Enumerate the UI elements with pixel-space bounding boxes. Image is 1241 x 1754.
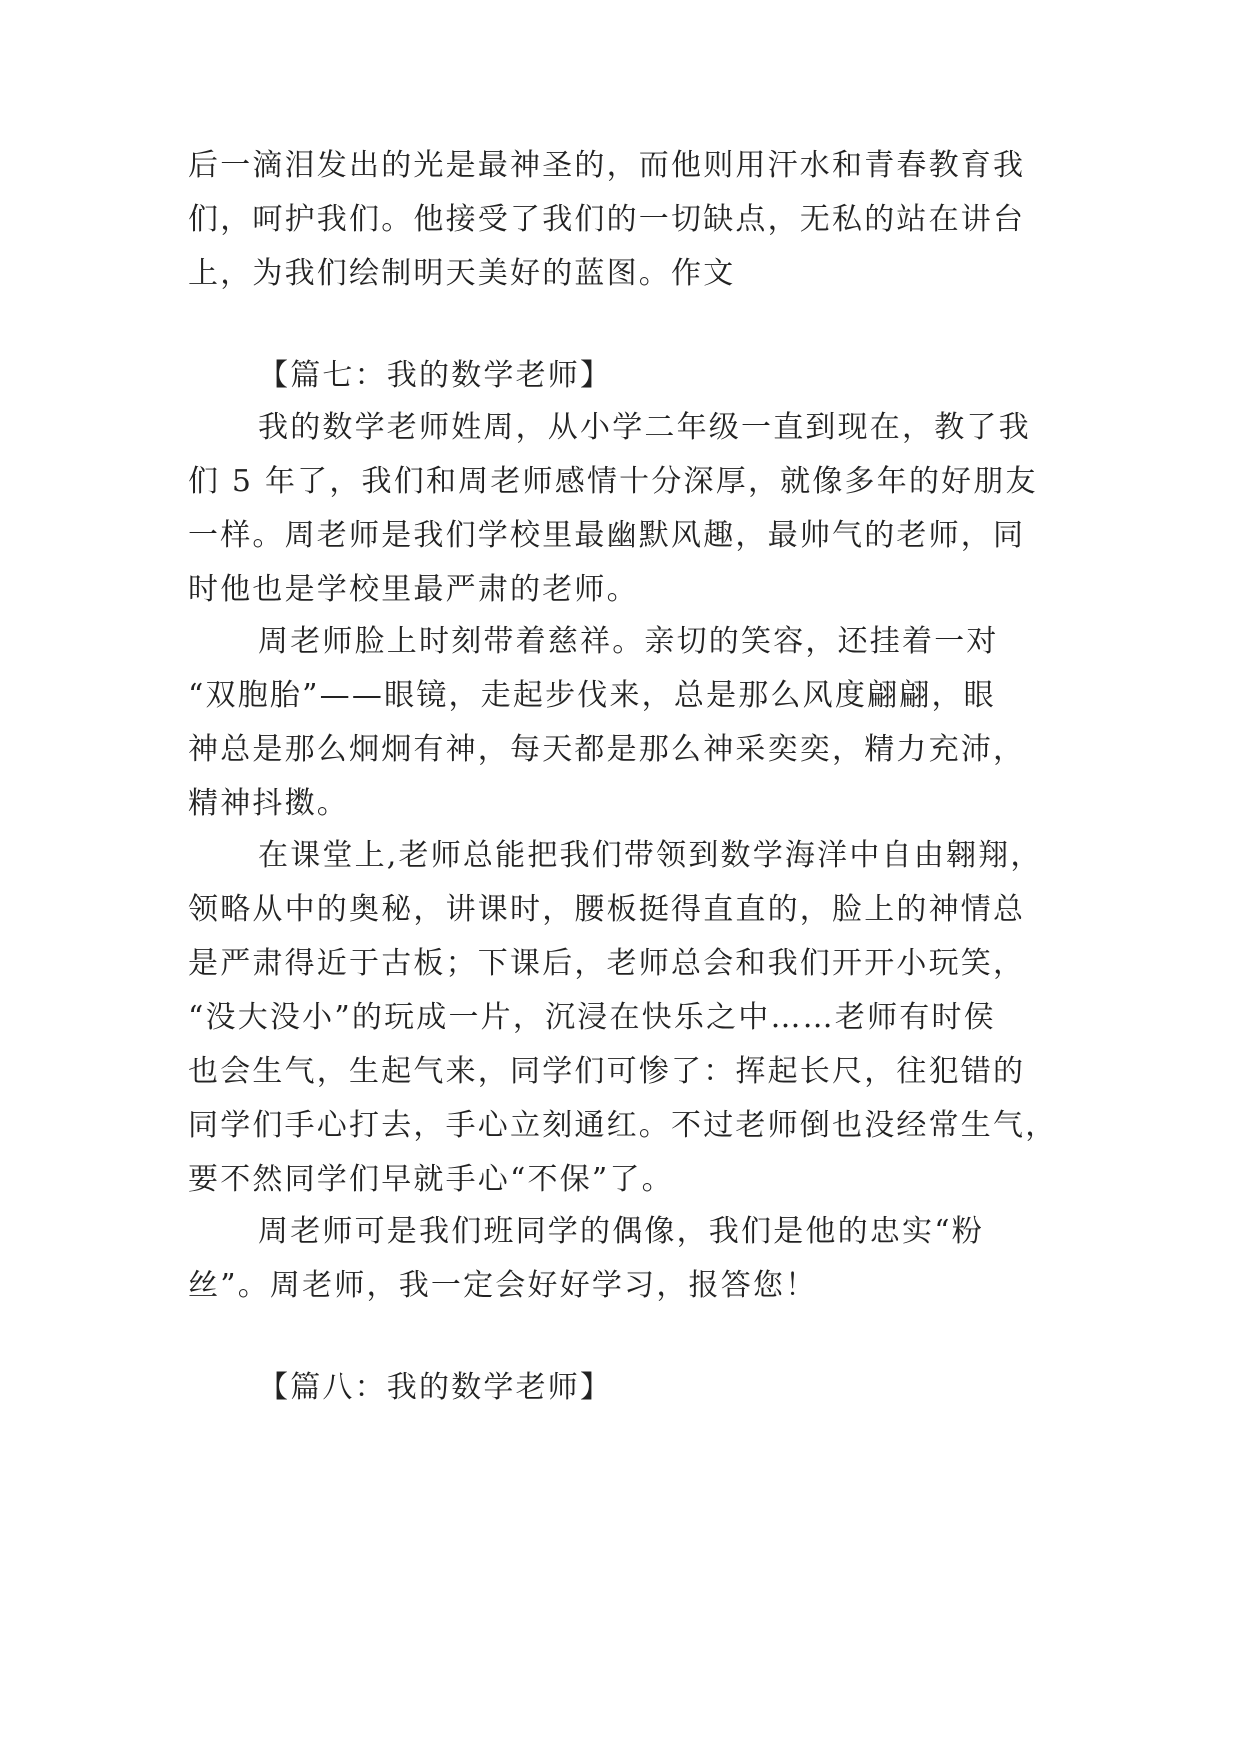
section-heading: 【篇八：我的数学老师】: [258, 1370, 613, 1405]
paragraph-line: 在课堂上,老师总能把我们带领到数学海洋中自由翱翔，: [258, 838, 1043, 873]
paragraph-line: 是严肃得近于古板；下课后，老师总会和我们开开小玩笑，: [188, 946, 1026, 981]
paragraph-line: 同学们手心打去，手心立刻通红。不过老师倒也没经常生气，: [188, 1108, 1058, 1143]
paragraph-line: 丝”。周老师，我一定会好好学习，报答您！: [188, 1268, 818, 1303]
paragraph-line: 我的数学老师姓周，从小学二年级一直到现在，教了我: [258, 410, 1031, 445]
paragraph-line: “双胞胎”——眼镜，走起步伐来，总是那么风度翩翩，眼: [188, 678, 996, 713]
paragraph-line: 后一滴泪发出的光是最神圣的，而他则用汗水和青春教育我: [188, 148, 1026, 183]
paragraph-line: 们，呵护我们。他接受了我们的一切缺点，无私的站在讲台: [188, 202, 1026, 237]
paragraph-line: 们 5 年了，我们和周老师感情十分深厚，就像多年的好朋友: [188, 464, 1038, 499]
paragraph-line: 也会生气，生起气来，同学们可惨了：挥起长尺，往犯错的: [188, 1054, 1026, 1089]
paragraph-line: 一样。周老师是我们学校里最幽默风趣，最帅气的老师，同: [188, 518, 1026, 553]
paragraph-line: 周老师脸上时刻带着慈祥。亲切的笑容，还挂着一对: [258, 624, 999, 659]
paragraph-line: 时他也是学校里最严肃的老师。: [188, 572, 639, 607]
section-heading: 【篇七：我的数学老师】: [258, 358, 613, 393]
paragraph-line: 上，为我们绘制明天美好的蓝图。作文: [188, 256, 736, 291]
paragraph-line: 领略从中的奥秘，讲课时，腰板挺得直直的，脸上的神情总: [188, 892, 1026, 927]
paragraph-line: 精神抖擞。: [188, 786, 349, 821]
paragraph-line: 周老师可是我们班同学的偶像，我们是他的忠实“粉: [258, 1214, 984, 1249]
paragraph-line: “没大没小”的玩成一片，沉浸在快乐之中……老师有时侯: [188, 1000, 996, 1035]
paragraph-line: 要不然同学们早就手心“不保”了。: [188, 1162, 674, 1197]
paragraph-line: 神总是那么炯炯有神，每天都是那么神采奕奕，精力充沛，: [188, 732, 1026, 767]
